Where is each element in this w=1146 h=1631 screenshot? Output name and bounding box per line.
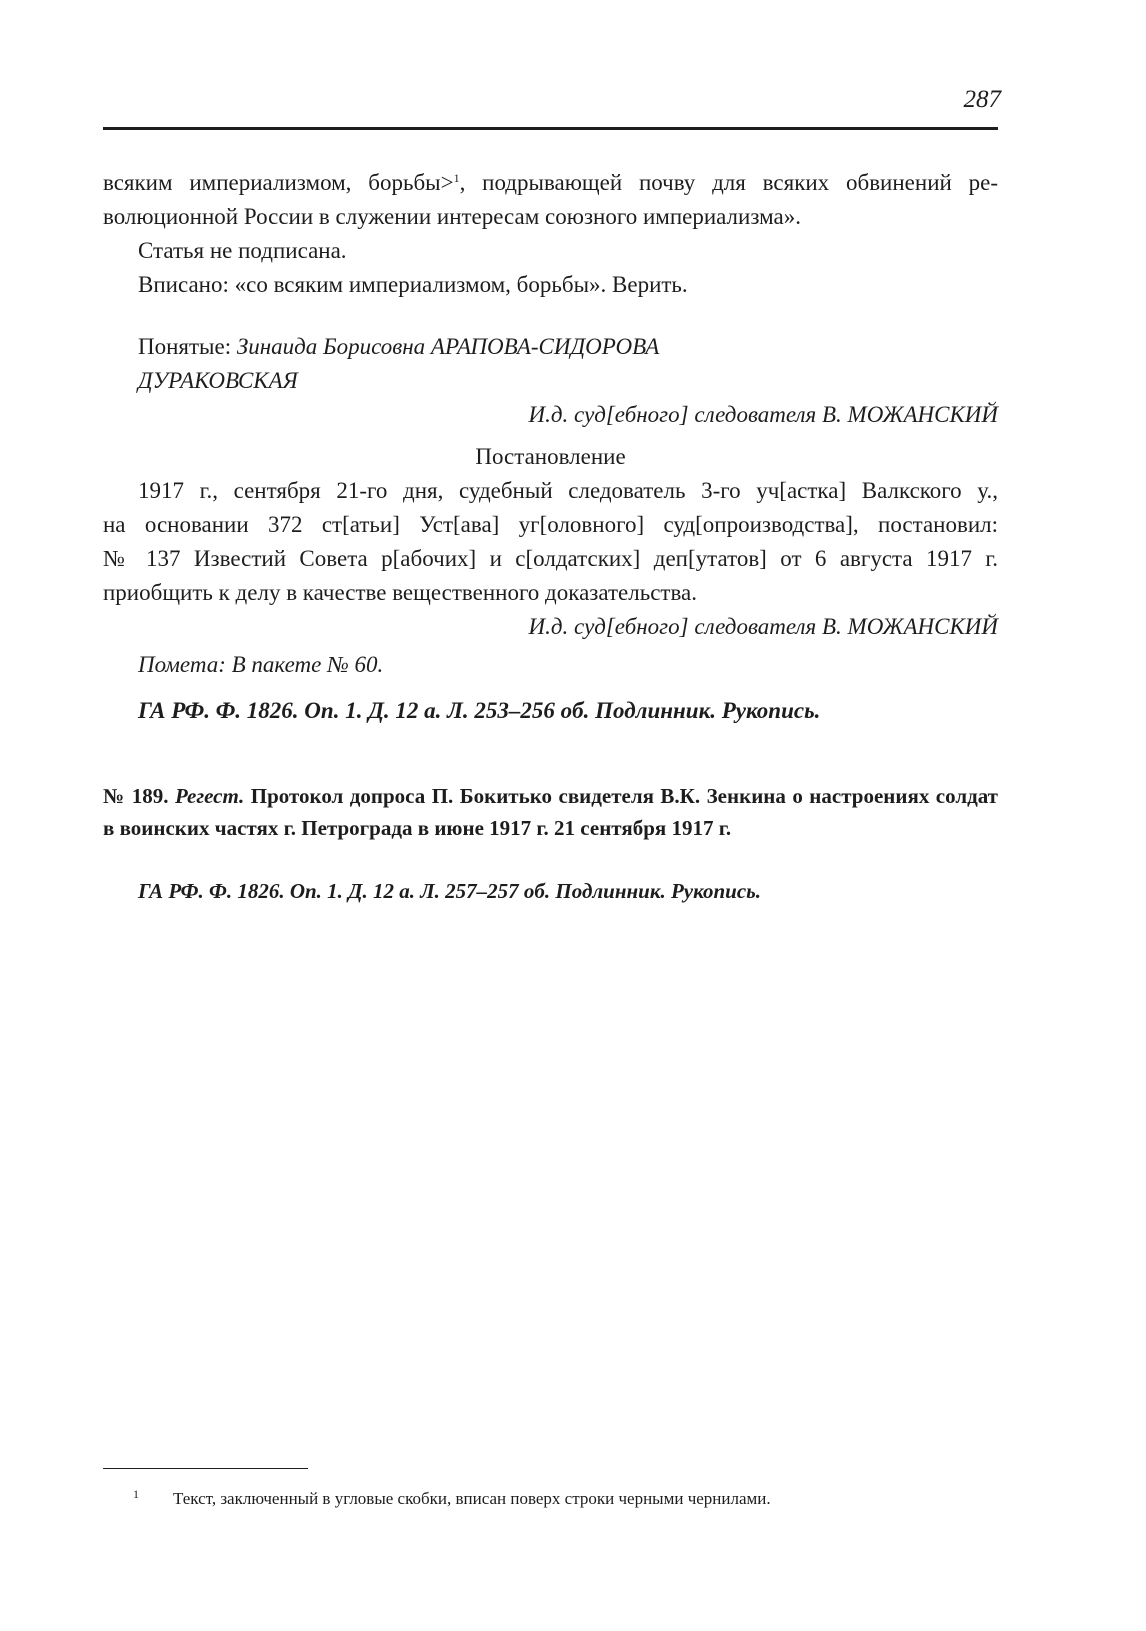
inserted-note: Вписано: «со всяким империализмом, борьбы». Верить. <box>138 272 688 297</box>
resolution-line: на основании 372 ст[атьи] Уст[ава] уг[оловного] суд[опроизводства], постановил: <box>103 512 998 537</box>
document-body <box>103 166 998 908</box>
footnote-rule <box>103 1468 308 1469</box>
regest-entry <box>103 780 998 844</box>
footnote-mark: 1 <box>133 1487 139 1501</box>
page-number: 287 <box>963 86 1001 113</box>
witnesses-label: Понятые: <box>138 334 237 359</box>
archive-source: ГА РФ. Ф. 1826. Оп. 1. Д. 12 а. Л. 253–256 об. Подлинник. Рукопись. <box>138 698 821 723</box>
mark-note: Помета: В пакете № 60. <box>138 652 384 677</box>
signature: И.д. суд[ебного] следователя В. МОЖАНСКИЙ <box>528 614 998 639</box>
resolution-line: 1917 г., сентября 21-го дня, судебный следователь 3-го уч[астка] Валкского у., <box>138 478 998 503</box>
footnote-ref: 1 <box>453 171 460 185</box>
witness-name: ДУРАКОВСКАЯ <box>138 368 298 393</box>
archive-source: ГА РФ. Ф. 1826. Оп. 1. Д. 12 а. Л. 257–257 об. Подлинник. Рукопись. <box>138 879 761 903</box>
entry-type: Регест. <box>174 784 245 808</box>
signature: И.д. суд[ебного] следователя В. МОЖАНСКИЙ <box>528 402 998 427</box>
not-signed-note: Статья не подписана. <box>138 238 347 263</box>
footnote-text: Текст, заключенный в угловые скобки, вписан поверх строки черными чернилами. <box>173 1489 771 1508</box>
resolution-title: Постановление <box>475 444 626 469</box>
text-span: , подрывающей почву для всяких обвинений ре- <box>459 170 998 195</box>
entry-text: Протокол допроса П. Бокитько свидетеля В.К. Зенкина о настроениях солдат в воинских частях г. Петрограда в июне 1917 г. 21 сентября 1917 г. <box>103 784 998 840</box>
text-span: всяким империализмом, борьбы> <box>103 170 454 195</box>
header-rule <box>103 127 998 130</box>
paragraph-line <box>103 166 998 200</box>
entry-number: № 189. <box>103 784 175 808</box>
paragraph-line: волюционной России в служении интересам союзного империализма». <box>103 204 801 229</box>
resolution-line: № 137 Известий Совета р[абочих] и с[олдатских] деп[утатов] от 6 августа 1917 г. <box>103 546 998 571</box>
witness-name: Зинаида Борисовна АРАПОВА-СИДОРОВА <box>236 334 660 359</box>
resolution-line: приобщить к делу в качестве вещественного доказательства. <box>103 580 697 605</box>
footnote <box>133 1482 771 1511</box>
witnesses <box>103 330 998 364</box>
